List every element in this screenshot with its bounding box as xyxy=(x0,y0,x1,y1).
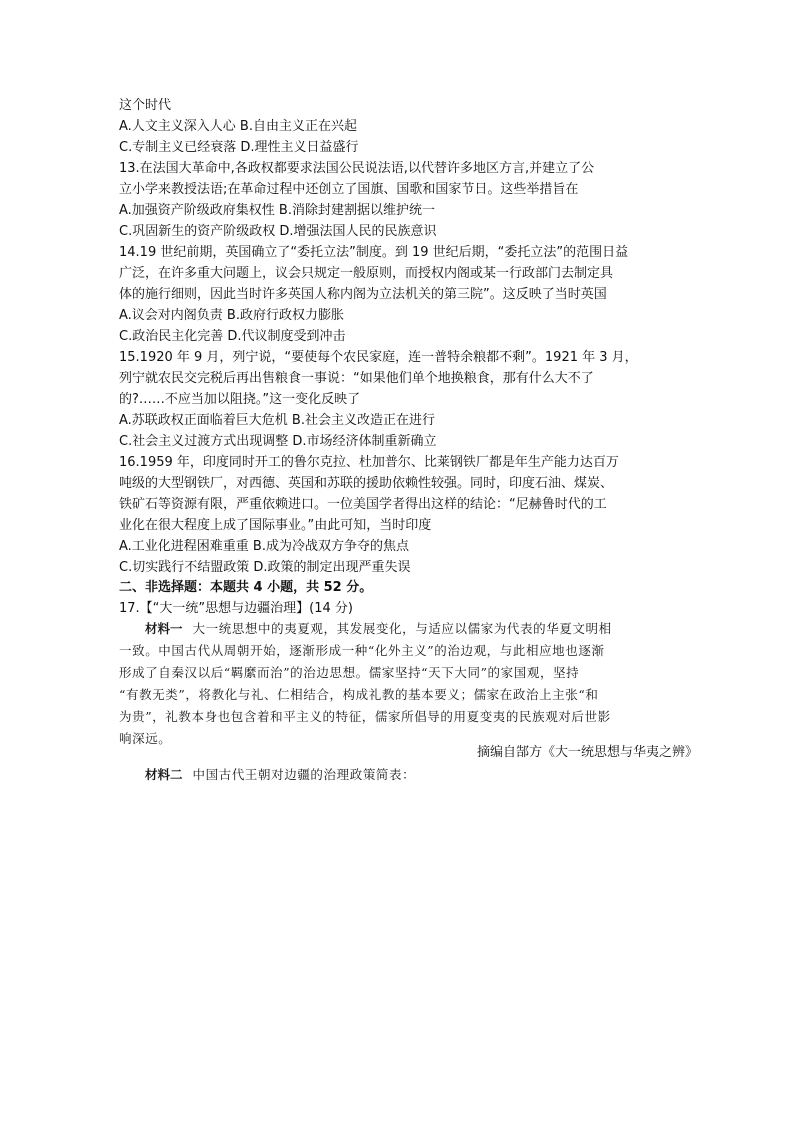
material-1-label: 材料一 xyxy=(145,621,183,636)
question-15-line: 列宁就农民交完税后再出售粮食一事说：“如果他们单个地换粮食，那有什么大不了 xyxy=(119,371,594,386)
material-1-source: 摘编自郜方《大一统思想与华夷之辨》 xyxy=(476,745,698,760)
material-1-line: “有教无类”，将教化与礼、仁相结合，构成礼教的基本要义；儒家在政治上主张“和 xyxy=(119,687,599,702)
option-line: C.切实践行不结盟政策 D.政策的制定出现严重失误 xyxy=(119,560,411,575)
option-line: A.苏联政权正面临着巨大危机 B.社会主义改造正在进行 xyxy=(119,413,435,428)
material-2-label: 材料二 xyxy=(145,767,183,782)
question-13-line: 立小学来教授法语;在革命过程中还创立了国旗、国歌和国家节日。这些举措旨在 xyxy=(119,182,579,197)
material-1-line: 响深远。 xyxy=(119,731,172,746)
question-16-line: 吨级的大型钢铁厂，对西德、英国和苏联的援助依赖性较强。同时，印度石油、煤炭、 xyxy=(119,476,614,491)
option-line: A.加强资产阶级政府集权性 B.消除封建割据以维护统一 xyxy=(119,203,435,218)
question-14-line: 广泛，在许多重大问题上，议会只规定一般原则，而授权内阁或某一行政部门去制定具 xyxy=(119,266,614,281)
question-15-line: 的?……不应当加以阻挠。”这一变化反映了 xyxy=(119,392,361,407)
material-1-line: 为贵”，礼教本身也包含着和平主义的特征，儒家所倡导的用夏变夷的民族观对后世影 xyxy=(119,709,611,724)
question-13-line: 13.在法国大革命中,各政权都要求法国公民说法语,以代替许多地区方言,并建立了公 xyxy=(119,161,595,176)
option-line: A.议会对内阁负责 B.政府行政权力膨胀 xyxy=(119,308,344,323)
question-15-line: 15.1920 年 9 月，列宁说，“要使每个农民家庭，连一普特余粮都不剩”。1921 年 3 月， xyxy=(119,350,638,365)
option-line: A.工业化进程困难重重 B.成为冷战双方争夺的焦点 xyxy=(119,539,409,554)
question-16-line: 16.1959 年，印度同时开工的鲁尔克拉、杜加普尔、比莱钢铁厂都是年生产能力达百万 xyxy=(119,455,619,470)
option-line: A.人文主义深入人心 B.自由主义正在兴起 xyxy=(119,119,357,134)
question-17-title: 17.【“大一统”思想与边疆治理】(14 分) xyxy=(119,601,353,616)
material-2-line xyxy=(145,764,680,786)
material-1-text: 大一统思想中的夷夏观，其发展变化，与适应以儒家为代表的华夏文明相 xyxy=(192,621,612,636)
option-line: C.专制主义已经衰落 D.理性主义日益盛行 xyxy=(119,140,359,155)
question-16-line: 业化在很大程度上成了国际事业。”由此可知，当时印度 xyxy=(119,518,432,533)
question-14-line: 体的施行细则，因此当时许多英国人称内阁为立法机关的第三院”。这反映了当时英国 xyxy=(119,287,607,302)
option-line: C.社会主义过渡方式出现调整 D.市场经济体制重新确立 xyxy=(119,434,437,449)
material-2-text: 中国古代王朝对边疆的治理政策简表： xyxy=(192,767,416,782)
option-line: C.政治民主化完善 D.代议制度受到冲击 xyxy=(119,329,346,344)
text-line: 这个时代 xyxy=(119,98,172,113)
material-1-line xyxy=(145,618,680,640)
option-line: C.巩固新生的资产阶级政权 D.增强法国人民的民族意识 xyxy=(119,224,437,239)
material-1-line: 形成了自秦汉以后“羁縻而治”的治边思想。儒家坚持“天下大同”的家国观，坚持 xyxy=(119,665,580,680)
question-14-line: 14.19 世纪前期，英国确立了“委托立法”制度。到 19 世纪后期，“委托立法”的范围日益 xyxy=(119,245,629,260)
section-heading: 二、非选择题：本题共 4 小题，共 52 分。 xyxy=(119,580,373,595)
question-16-line: 铁矿石等资源有限，严重依赖进口。一位美国学者得出这样的结论：“尼赫鲁时代的工 xyxy=(119,497,607,512)
material-1-line: 一致。中国古代从周朝开始，逐渐形成一种“化外主义”的治边观，与此相应地也逐渐 xyxy=(119,643,605,658)
